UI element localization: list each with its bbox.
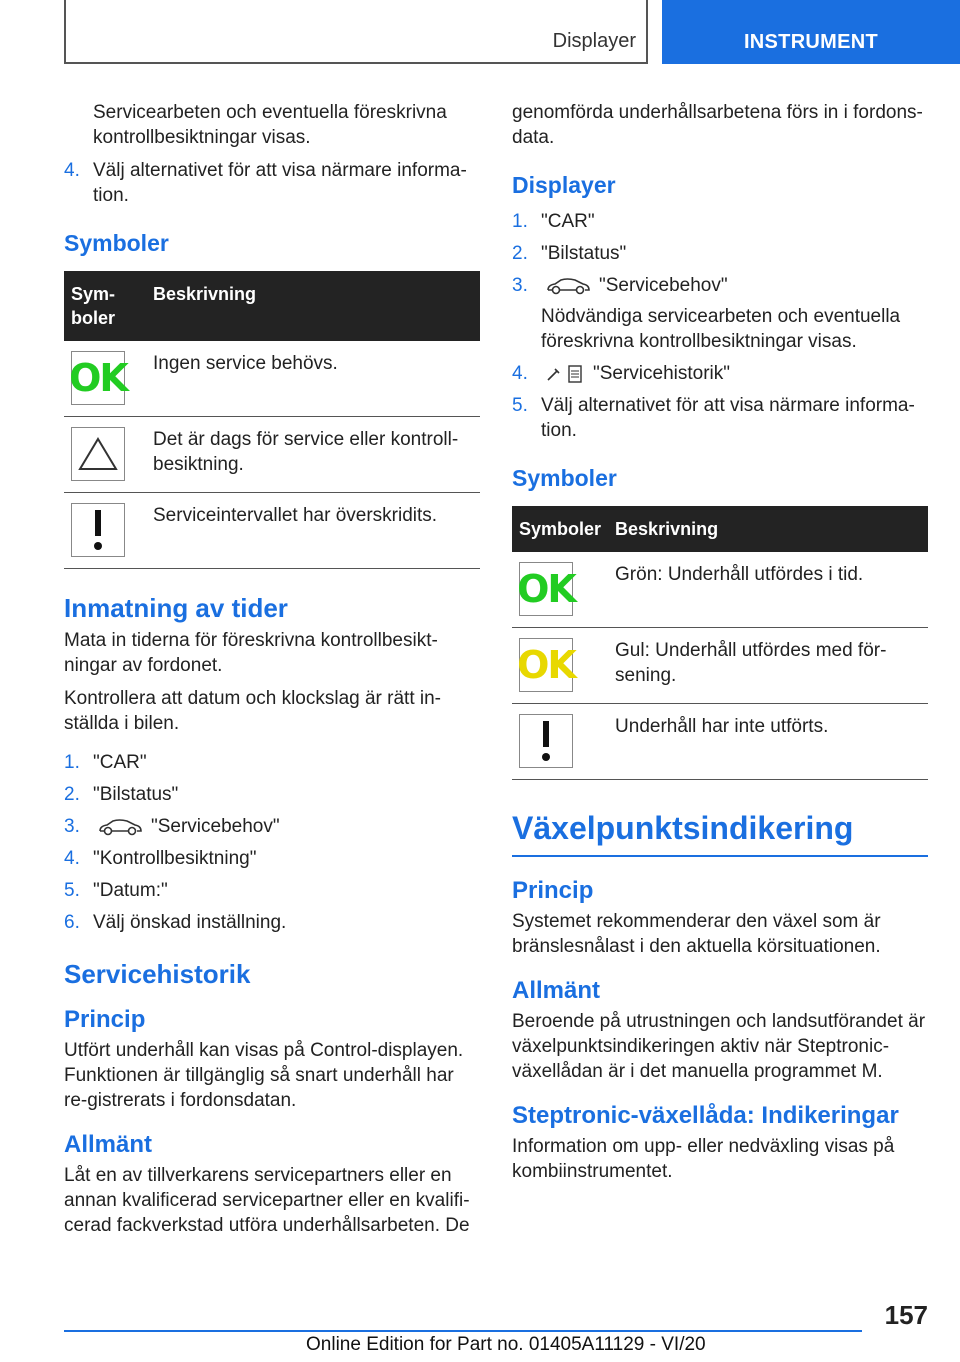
- footer-edition: Online Edition for Part no. 01405A11129 - VI/20: [306, 1334, 706, 1355]
- table-row: [512, 552, 928, 628]
- table-cell-description: Det är dags för service eller kontroll‐besiktning.: [146, 417, 480, 493]
- header-chapter-tab[interactable]: INSTRUMENT: [662, 0, 960, 64]
- warning-triangle-icon: [71, 427, 125, 481]
- princip-text: Utfört underhåll kan visas på Control-displayen. Funktionen är tillgänglig så snart underhåll har re‐gistrerats i fordonsdatan.: [64, 1040, 464, 1111]
- steptronic-heading: Steptronic-växellåda: Indikeringar: [512, 1102, 899, 1129]
- step-number: 5.: [64, 880, 80, 901]
- step-number: 4.: [64, 848, 80, 869]
- service-history-icon: [545, 364, 585, 384]
- displayer-heading: Displayer: [512, 172, 616, 198]
- table-row: [64, 341, 480, 417]
- table-cell-description: Gul: Underhåll utfördes med för‐sening.: [608, 628, 928, 704]
- step-text: "CAR": [541, 211, 595, 232]
- service-history-symbols-table: [512, 506, 928, 780]
- step-number: 4.: [512, 363, 528, 384]
- allmant-text: Låt en av tillverkarens servicepartners eller en annan kvalificerad servicepartner eller en kvalifi‐cerad fackverkstad utföra underhållsarbeten. De: [64, 1165, 470, 1236]
- step-number: 6.: [64, 912, 80, 933]
- right-column: [512, 100, 928, 1192]
- step-text: "Servicebehov": [151, 816, 280, 837]
- table-header-symbols: Sym‐boler: [64, 271, 146, 341]
- service-symbols-table: [64, 271, 480, 569]
- step-number: 3.: [64, 816, 80, 837]
- intro-step-list: [64, 158, 480, 208]
- step-text: Välj önskad inställning.: [93, 912, 287, 933]
- list-item: [512, 241, 928, 266]
- steptronic-text: Information om upp- eller nedväxling visas på kombiinstrumentet.: [512, 1136, 895, 1182]
- list-item: [64, 782, 480, 807]
- princip-heading: Princip: [64, 1006, 146, 1033]
- step-number: 1.: [512, 211, 528, 232]
- vaxelpunkt-heading: Växelpunktsindikering: [512, 810, 928, 857]
- car-icon: [97, 818, 143, 836]
- step-number: 2.: [512, 243, 528, 264]
- inmatning-step-list: [64, 750, 480, 935]
- page-number: 157: [884, 1300, 928, 1330]
- step-number: 4.: [64, 160, 80, 181]
- table-header-description: Beskrivning: [146, 271, 480, 341]
- step-text: "Bilstatus": [541, 243, 627, 264]
- step-number: 5.: [512, 395, 528, 416]
- list-item: [512, 209, 928, 234]
- list-item: [64, 846, 480, 871]
- table-cell-description: Grön: Underhåll utfördes i tid.: [608, 552, 928, 628]
- table-row: [64, 417, 480, 493]
- list-item: [512, 273, 928, 354]
- table-row: [512, 704, 928, 780]
- table-row: [64, 493, 480, 569]
- servicehistorik-heading: Servicehistorik: [64, 959, 251, 989]
- princip-text: Systemet rekommenderar den växel som är bränslesnålast i den aktuella körsituationen.: [512, 911, 881, 957]
- princip-heading: Princip: [512, 877, 594, 904]
- step-text: "Kontrollbesiktning": [93, 848, 257, 869]
- step-number: 1.: [64, 752, 80, 773]
- step-text: "Servicehistorik": [593, 363, 731, 384]
- step-number: 2.: [64, 784, 80, 805]
- list-item: [64, 878, 480, 903]
- allmant-text: Beroende på utrustningen och landsutförandet är växelpunktsindikeringen aktiv när Steptronic-växellådan är i det manuella programmet M.: [512, 1011, 926, 1082]
- table-cell-description: Ingen service behövs.: [146, 341, 480, 417]
- exclamation-icon: [71, 503, 125, 557]
- inmatning-paragraph-1: Mata in tiderna för föreskrivna kontrollbesikt‐ningar av fordonet.: [64, 630, 438, 676]
- symbols-heading: Symboler: [64, 230, 169, 256]
- ok-green-icon: OK: [519, 562, 573, 616]
- list-item: [64, 814, 480, 839]
- footer-divider: [64, 1330, 862, 1332]
- list-item: [64, 158, 480, 208]
- inmatning-paragraph-2: Kontrollera att datum och klockslag är rätt in‐ställda i bilen.: [64, 688, 442, 734]
- intro-continuation: Servicearbeten och eventuella föreskrivna kontrollbesiktningar visas.: [93, 102, 447, 148]
- list-item: [64, 910, 480, 935]
- ok-yellow-icon: OK: [519, 638, 573, 692]
- step-text: "CAR": [93, 752, 147, 773]
- table-header-symbols: Symboler: [512, 506, 608, 552]
- step-text: "Servicebehov": [599, 275, 728, 296]
- header-section-title: Displayer: [552, 30, 636, 52]
- table-cell-description: Serviceintervallet har överskridits.: [146, 493, 480, 569]
- ok-green-icon: OK: [71, 351, 125, 405]
- symbols-heading: Symboler: [512, 465, 617, 491]
- step-text: Välj alternativet för att visa närmare informa‐tion.: [541, 395, 915, 441]
- table-header-description: Beskrivning: [608, 506, 928, 552]
- list-item: [512, 361, 928, 386]
- list-item: [64, 750, 480, 775]
- allmant-heading: Allmänt: [64, 1131, 153, 1158]
- step-text: "Datum:": [93, 880, 168, 901]
- continuation-text: genomförda underhållsarbetena förs in i fordons‐data.: [512, 102, 923, 148]
- table-cell-description: Underhåll har inte utförts.: [608, 704, 928, 780]
- step-number: 3.: [512, 275, 528, 296]
- car-icon: [545, 277, 591, 295]
- left-column: [64, 100, 480, 1246]
- exclamation-icon: [519, 714, 573, 768]
- step-text: Välj alternativet för att visa närmare informa‐tion.: [93, 160, 467, 206]
- list-item: [512, 393, 928, 443]
- step-3-continuation: Nödvändiga servicearbeten och eventuella föreskrivna kontrollbesiktningar visas.: [541, 306, 901, 352]
- displayer-step-list: [512, 209, 928, 443]
- step-text: "Bilstatus": [93, 784, 179, 805]
- table-row: [512, 628, 928, 704]
- allmant-heading: Allmänt: [512, 977, 601, 1004]
- inmatning-heading: Inmatning av tider: [64, 593, 288, 623]
